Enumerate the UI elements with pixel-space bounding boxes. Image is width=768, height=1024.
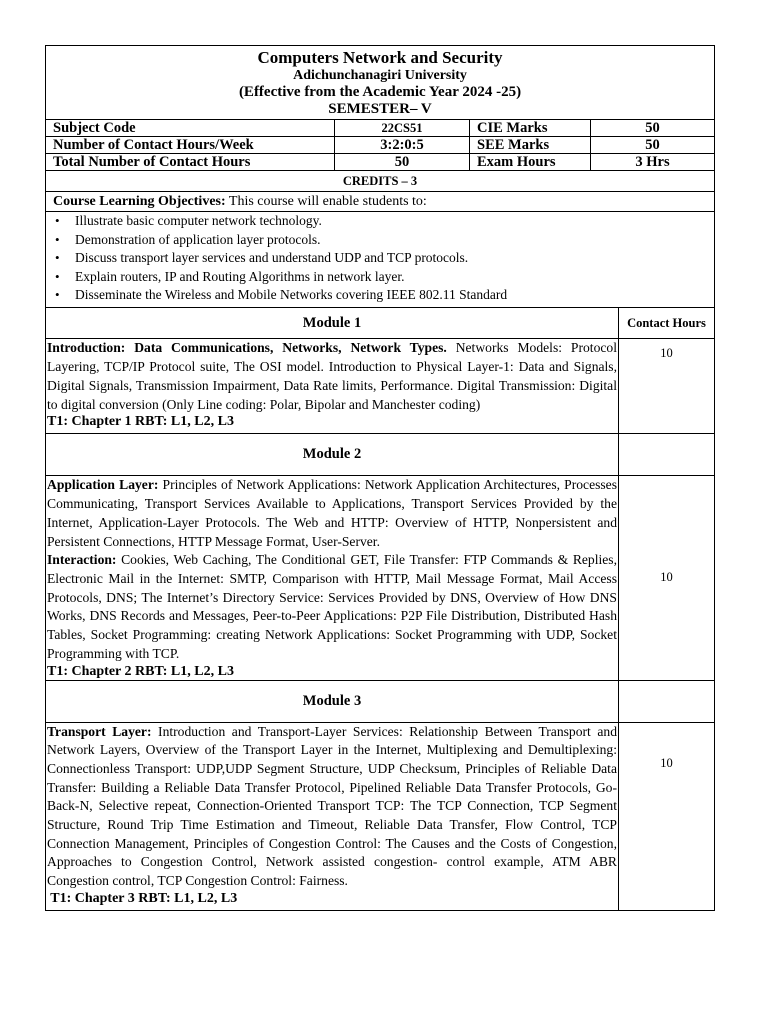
module-content [46,339,619,434]
module-1-body [46,339,715,434]
header-row [46,46,715,120]
topic-text: Principles of Network Applications: Network Application Architectures, Processes Communicating, Transport Services Available to Applications, Transport Services Provided by the Internet, Application-Layer Protocols. The Web and HTTP: Overview of HTTP, Nonpersistent and Persistent Connections, HTTP Message Format, User-Server. [47,477,618,549]
module-reference: T1: Chapter 3 RBT: L1, L2, L3 [47,890,238,906]
module-1-header [46,308,715,339]
module-reference: T1: Chapter 1 RBT: L1, L2, L3 [47,414,234,430]
topic-heading: Interaction: [47,552,117,568]
info-label: Number of Contact Hours/Week [46,137,335,154]
module-hours: 10 [619,339,715,434]
module-hours: 10 [619,722,715,910]
objectives-intro: This course will enable students to: [225,194,427,209]
objectives-intro-row [46,192,715,212]
module-2-header [46,434,715,476]
info-row [46,120,715,137]
info-value-2: 3 Hrs [591,154,715,171]
module-paragraph [47,476,617,551]
module-reference: T1: Chapter 2 RBT: L1, L2, L3 [47,663,234,679]
info-label-2: Exam Hours [470,154,591,171]
module-title: Module 2 [46,434,619,476]
objectives-list [53,212,707,305]
topic-heading: Introduction: Data Communications, Networks, Network Types. [47,340,447,356]
module-content [46,722,619,910]
module-paragraph [47,339,617,414]
module-title: Module 3 [46,680,619,722]
contact-hours-header: Contact Hours [619,308,715,339]
list-item: • Explain routers, IP and Routing Algorithms in network layer. [75,268,707,287]
topic-heading: Transport Layer: [47,723,152,739]
module-3-header [46,680,715,722]
university-name: Adichunchanagiri University [293,68,467,83]
page-title: Computers Network and Security [257,48,503,67]
topic-text: Networks Models: Protocol Layering, TCP/IP Protocol suite, The OSI model. Introduction to Physical Layer-1: Data and Signals, Digital Signals, Transmission Impairment, Data Rate limits, Performance. Digital Transmission: Digital to digital conversion (Only Line coding: Polar, Bipolar and Manchester coding) [47,340,617,412]
module-hours: 10 [619,476,715,680]
topic-text: Introduction and Transport-Layer Services: Relationship Between Transport and Network Layers, Overview of the Transport Layer in the Internet, Multiplexing and Demultiplexing: Connectionless Transport: UDP,UDP Segment Structure, UDP Checksum, Principles of Reliable Data Transfer: Building a Reliable Data Transfer Protocol, Pipelined Reliable Data Transfer Protocols, Go-Back-N, Selective repeat, Connection-Oriented Transport TCP: The TCP Connection, TCP Segment Structure, Round Trip Time Estimation and Timeout, Reliable Data Transfer, Flow Control, TCP Connection Management, Principles of Congestion Control: The Causes and the Costs of Congestion, Approaches to Congestion Control, Network assisted congestion- control example, ATM ABR Congestion control, TCP Congestion Control: Fairness. [47,723,618,889]
list-item: • Demonstration of application layer protocols. [75,231,707,250]
topic-text: Cookies, Web Caching, The Conditional GET, File Transfer: FTP Commands & Replies, Electronic Mail in the Internet: SMTP, Comparison with HTTP, Mail Message Format, Mail Access Protocols, DNS; The Internet’s Directory Service: Services Provided by DNS, Overview of How DNS Works, DNS Records and Messages, Peer-to-Peer Applications: P2P File Distribution, Distributed Hash Tables, Socket Programming: creating Network Applications: Socket Programming with UDP, Socket Programming with TCP. [47,552,617,661]
topic-heading: Application Layer: [47,477,159,493]
module-paragraph [47,551,617,663]
info-row [46,154,715,171]
modules-table [45,308,715,911]
info-value: 3:2:0:5 [335,137,470,154]
syllabus-document [45,45,714,911]
module-paragraph [47,723,617,891]
info-label-2: SEE Marks [470,137,591,154]
info-label: Total Number of Contact Hours [46,154,335,171]
module-title: Module 1 [46,308,619,339]
info-value: 50 [335,154,470,171]
info-value: 22CS51 [335,120,470,137]
hours-cell-empty [619,680,715,722]
list-item: • Disseminate the Wireless and Mobile Networks covering IEEE 802.11 Standard [75,286,707,305]
hours-cell-empty [619,434,715,476]
objectives-list-row [46,212,715,308]
module-content [46,476,619,680]
info-value-2: 50 [591,137,715,154]
info-value-2: 50 [591,120,715,137]
info-label-2: CIE Marks [470,120,591,137]
objectives-heading: Course Learning Objectives: [53,194,226,209]
subject-info-table [45,45,715,308]
effective-year: (Effective from the Academic Year 2024 -25) [238,84,522,100]
semester-label: SEMESTER– V [328,101,432,117]
info-label: Subject Code [46,120,335,137]
module-3-body [46,722,715,910]
credits-label: CREDITS – 3 [46,171,715,192]
info-row [46,137,715,154]
list-item: • Illustrate basic computer network technology. [75,212,707,231]
credits-row [46,171,715,192]
module-2-body [46,476,715,680]
list-item: • Discuss transport layer services and understand UDP and TCP protocols. [75,249,707,268]
